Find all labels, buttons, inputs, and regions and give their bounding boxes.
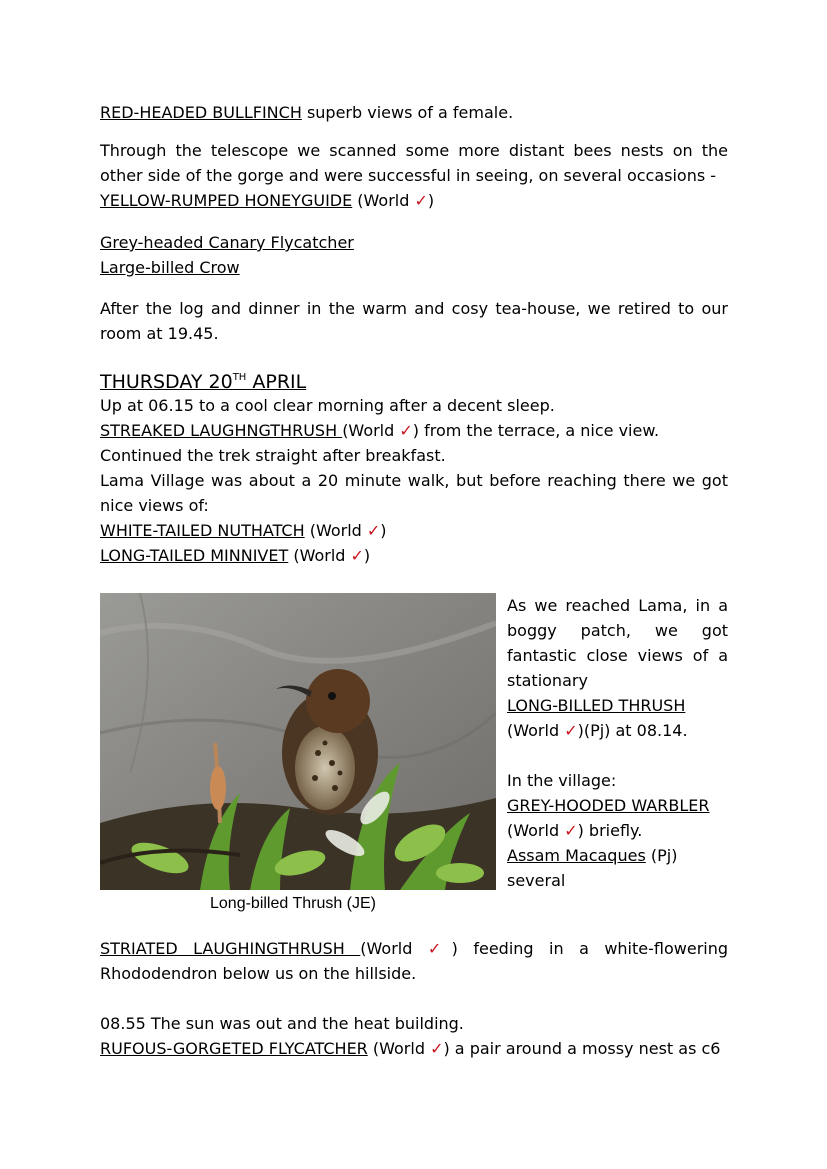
tick-icon: ✓ [430, 1039, 444, 1058]
sighting-text: superb views of a female. [301, 103, 514, 122]
sighting-nuthatch: WHITE-TAILED NUTHATCH (World ✓) [100, 521, 387, 540]
sighting-honeyguide: YELLOW-RUMPED HONEYGUIDE (World ✓) [100, 191, 435, 210]
species-name: LONG-TAILED MINNIVET [100, 546, 289, 565]
sighting-warbler: (World ✓) briefly. [507, 821, 643, 840]
tick-icon: ✓ [366, 521, 381, 540]
sighting-streaked-laughingthrush: STREAKED LAUGHNGTHRUSH (World ✓) from the terrace, a nice view. [100, 421, 660, 440]
tick-icon: ✓ [414, 191, 428, 210]
sighting-striated-laughingthrush: STRIATED LAUGHINGTHRUSH (World ✓) feeding in a white-flowering Rhododendron below us on the hillside. [100, 939, 729, 983]
sighting-macaques: Assam Macaques (Pj) several [507, 846, 678, 890]
species-canary-flycatcher: Grey-headed Canary Flycatcher [100, 233, 354, 252]
lama-walk-line: Lama Village was about a 20 minute walk, but before reaching there we got nice views of: [100, 471, 728, 515]
tick-icon: ✓ [427, 939, 452, 958]
tick-icon: ✓ [399, 421, 413, 440]
sighting-red-headed-bullfinch [100, 100, 513, 125]
tick-icon: ✓ [564, 821, 578, 840]
sighting-minnivet: LONG-TAILED MINNIVET (World ✓) [100, 546, 371, 565]
village-label: In the village: [507, 771, 617, 790]
day-heading: THURSDAY 20TH APRIL [100, 371, 307, 393]
sun-line: 08.55 The sun was out and the heat building. [100, 1014, 464, 1033]
species-name: YELLOW-RUMPED HONEYGUIDE [100, 191, 353, 210]
tick-icon: ✓ [564, 721, 578, 740]
sighting-long-billed-thrush: (World ✓)(Pj) at 08.14. [507, 721, 688, 740]
species-name: WHITE-TAILED NUTHATCH [100, 521, 305, 540]
species-name: RUFOUS-GORGETED FLYCATCHER [100, 1039, 368, 1058]
species-name: STREAKED LAUGHNGTHRUSH [100, 421, 343, 440]
species-name: STRIATED LAUGHINGTHRUSH [100, 939, 361, 958]
lama-paragraph: As we reached Lama, in a boggy patch, we got fantastic close views of a stationary [507, 596, 728, 690]
bird-photo [100, 593, 496, 890]
tick-icon: ✓ [350, 546, 364, 565]
wake-up-line: Up at 06.15 to a cool clear morning after a decent sleep. [100, 396, 555, 415]
telescope-paragraph: Through the telescope we scanned some more distant bees nests on the other side of the gorge and were successful in seeing, on several occasions - [100, 141, 728, 185]
sighting-long-billed-thrush-name: LONG-BILLED THRUSH [507, 696, 686, 715]
species-large-billed-crow: Large-billed Crow [100, 258, 240, 277]
photo-caption: Long-billed Thrush (JE) [210, 895, 377, 912]
photo-side-column [507, 593, 728, 893]
sighting-rufous-gorgeted-flycatcher: RUFOUS-GORGETED FLYCATCHER (World ✓) a pair around a mossy nest as c6 [100, 1039, 721, 1058]
sighting-warbler-name: GREY-HOODED WARBLER [507, 796, 710, 815]
evening-paragraph: After the log and dinner in the warm and cosy tea-house, we retired to our room at 19.45. [100, 299, 728, 343]
species-name: RED-HEADED BULLFINCH [100, 103, 302, 122]
trek-line: Continued the trek straight after breakfast. [100, 446, 446, 465]
